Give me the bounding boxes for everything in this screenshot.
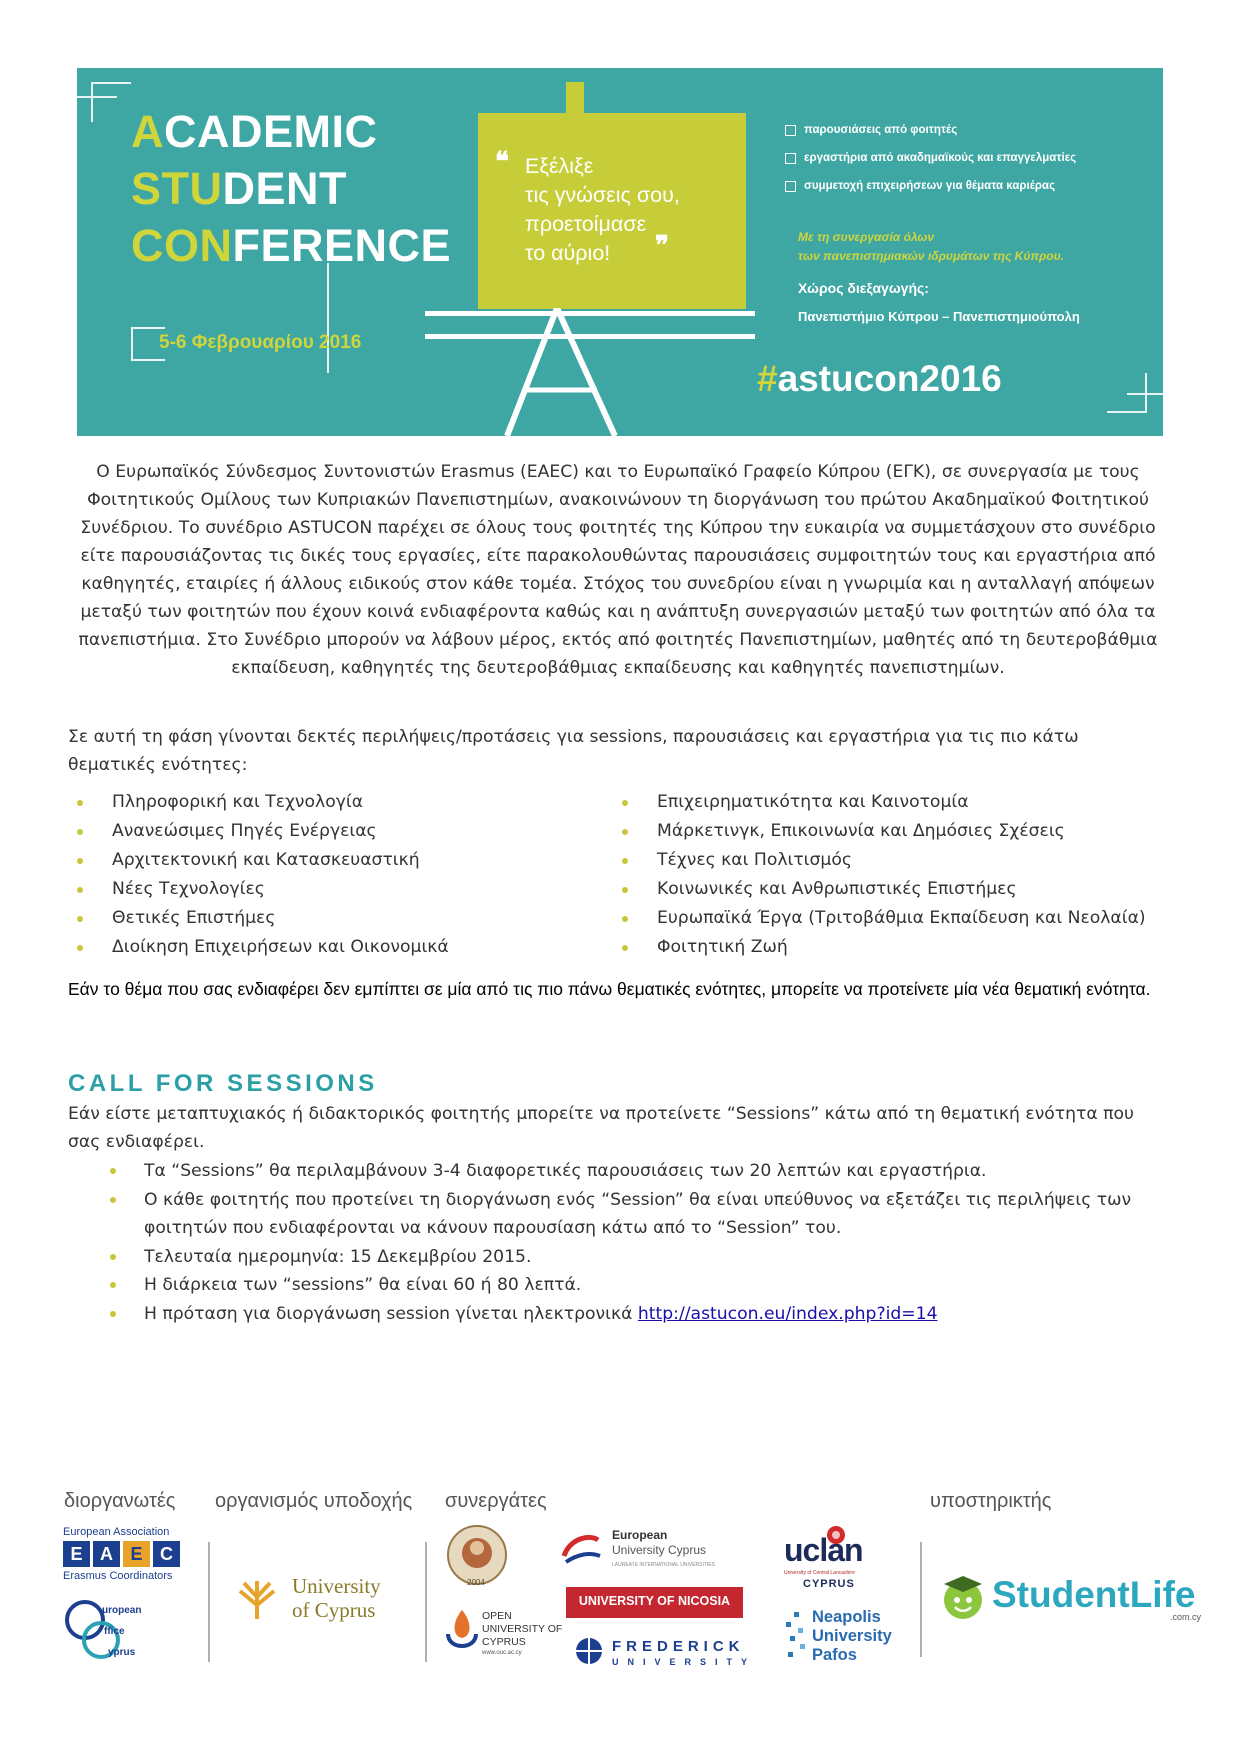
intro-paragraph: Ο Ευρωπαϊκός Σύνδεσμος Συντονιστών Erasmus (EAEC) και το Ευρωπαϊκό Γραφείο Κύπρου (ΕΓΚ), σε συνεργασία με τους Φοιτητικούς Ομίλους των Κυπριακών Πανεπιστημίων, ανακοινώνουν τη διοργάνωση του πρώτου Ακαδημαϊκού Φοιτητικού Συνέδριου. Το συνέδριο ASTUCON παρέχει σε όλους τους φοιτητές της Κύπρου την ευκαιρία να συμμετάσχουν στο συνέδριο είτε παρουσιάζοντας τις δικές τους εργασίες, είτε παρακολουθώντας παρουσιάσεις συμφοιτητών τους και εργαστήρια από καθηγητές, εταιρίες ή άλλους ειδικούς στον κάθε τομέα. Στόχος του συνεδρίου είναι η γνωριμία και η ανταλλαγή απόψεων μεταξύ των φοιτητών που έχουν κοινά ενδιαφέροντα καθώς και η ανάπτυξη συνεργασιών μεταξύ των φοιτητών από όλα τα πανεπιστήμια. Στο Συνέδριο μπορούν να λάβουν μέρος, εκτός από φοιτητές Πανεπιστημίων, μαθητές από τη δευτεροβάθμια εκπαίδευση, καθηγητές της δευτεροβάθμιας εκπαίδευσης και καθηγητές πανεπιστημίων. [78,462,1158,678]
list-item: Φοιτητική Ζωή [613,933,1146,962]
bullet-icon [622,800,628,806]
bullet-icon [110,1197,116,1203]
list-item: Ο κάθε φοιτητής που προτείνει τη διοργάνωση ενός “Session” θα είναι υπεύθυνος να εξετάζει τις περιλήψεις των φοιτητών που ενδιαφέρονται να κάνουν παρουσίαση κάτω από το “Session” του. [104,1186,1169,1243]
sessions-heading: CALL FOR SESSIONS [68,1070,378,1097]
list-item: Ανανεώσιμες Πηγές Ενέργειας [68,817,449,846]
list-item: Τέχνες και Πολιτισμός [613,846,1146,875]
bullet-icon [77,887,83,893]
feature-item: συμμετοχή επιχειρήσεων για θέματα καριέρας [785,172,1076,200]
mascot-icon [938,1572,988,1622]
ouc-flame-icon [444,1608,480,1660]
supporter-label: υποστηρικτής [930,1490,1052,1512]
studentlife-wordmark: StudentLife [992,1574,1196,1615]
conference-banner [77,68,1163,436]
banner-features [785,116,1076,200]
bullet-icon [622,887,628,893]
list-item: Μάρκετινγκ, Επικοινωνία και Δημόσιες Σχέσεις [613,817,1146,846]
eaec-letters: E A E C [63,1541,180,1567]
collaboration-note: Με τη συνεργασία όλων των πανεπιστημιακών ιδρυμάτων της Κύπρου. [798,230,1065,263]
list-item: Κοινωνικές και Ανθρωπιστικές Επιστήμες [613,875,1146,904]
footer-divider [425,1542,427,1662]
checkbox-icon [785,125,796,136]
corner-mark [1127,393,1163,395]
bullet-icon [110,1168,116,1174]
title-line-3: CONFERENCE [131,220,452,271]
list-item: Διοίκηση Επιχειρήσεων και Οικονομικά [68,933,449,962]
corner-mark [327,263,329,373]
venue-label: Χώρος διεξαγωγής: [798,280,929,296]
bullet-icon [77,829,83,835]
title-line-2: STUDENT [131,163,347,214]
bullet-icon [622,916,628,922]
sessions-list [104,1157,1169,1328]
bullet-icon [622,858,628,864]
neapolis-dots-icon [784,1610,808,1660]
topics-right-list [613,788,1146,962]
submission-link[interactable]: http://astucon.eu/index.php?id=14 [637,1303,938,1324]
list-item: Επιχειρηματικότητα και Καινοτομία [613,788,1146,817]
host-label: οργανισμός υποδοχής [215,1490,413,1512]
easel-legs-icon [497,308,627,436]
sessions-intro: Εάν είστε μεταπτυχιακός ή διδακτορικός φοιτητής μπορείτε να προτείνετε “Sessions” κάτω από τη θεματική ενότητα που σας ενδιαφέρει. [68,1104,1134,1152]
feature-item: εργαστήρια από ακαδημαϊκούς και επαγγελματίες [785,144,1076,172]
bullet-icon [77,800,83,806]
bullet-icon [622,829,628,835]
venue: Πανεπιστήμιο Κύπρου – Πανεπιστημιούπολη [798,309,1080,324]
bullet-icon [77,858,83,864]
seal-icon [446,1524,508,1586]
eaec-bottom-text: Erasmus Coordinators [63,1570,173,1582]
board-slogan: Εξέλιξε τις γνώσεις σου, προετοίμασε το αύριο! [525,154,680,265]
list-item: Η πρόταση για διοργάνωση session γίνεται ηλεκτρονικά http://astucon.eu/index.php?id=14 [104,1300,1169,1329]
list-item: Πληροφορική και Τεχνολογία [68,788,449,817]
bullet-icon [110,1282,116,1288]
list-item: Θετικές Επιστήμες [68,904,449,933]
checkbox-icon [785,181,796,192]
conference-date: 5-6 Φεβρουαρίου 2016 [159,332,362,353]
new-topic-note: Εάν το θέμα που σας ενδιαφέρει δεν εμπίπτει σε μία από τις πιο πάνω θεματικές ενότητες, μπορείτε να προτείνετε μία νέα θεματική ενότητα. [68,979,1151,999]
list-item: Τελευταία ημερομηνία: 15 Δεκεμβρίου 2015. [104,1243,1169,1272]
list-item: Η διάρκεια των “sessions” θα είναι 60 ή 80 λεπτά. [104,1271,1169,1300]
bullet-icon [110,1254,116,1260]
corner-mark [77,96,117,98]
organizers-label: διοργανωτές [64,1490,176,1512]
bullet-icon [77,916,83,922]
call-paragraph: Σε αυτή τη φάση γίνονται δεκτές περιλήψεις/προτάσεις για sessions, παρουσιάσεις και εργαστήρια για τις πιο κάτω θεματικές ενότητες: [68,727,1079,775]
unic-logo: UNIVERSITY OF NICOSIA [566,1587,743,1618]
open-quote-icon: ❝ [495,146,509,176]
list-item: Τα “Sessions” θα περιλαμβάνουν 3-4 διαφορετικές παρουσιάσεις των 20 λεπτών και εργαστήρια. [104,1157,1169,1186]
feature-item: παρουσιάσεις από φοιτητές [785,116,1076,144]
list-item: Νέες Τεχνολογίες [68,875,449,904]
partners-label: συνεργάτες [445,1490,547,1512]
list-item: Αρχιτεκτονική και Κατασκευαστική [68,846,449,875]
bullet-icon [77,945,83,951]
bullet-icon [622,945,628,951]
euc-swoosh-icon [560,1532,602,1566]
eaec-top-text: European Association [63,1526,170,1538]
footer-divider [208,1542,210,1662]
frederick-globe-icon [574,1636,604,1666]
corner-mark [91,82,131,122]
ucy-emblem-icon [236,1577,278,1621]
topics-left-list [68,788,449,962]
title-line-1: ACADEMIC [131,106,378,157]
list-item: Ευρωπαϊκά Έργα (Τριτοβάθμια Εκπαίδευση και Νεολαία) [613,904,1146,933]
bullet-icon [110,1311,116,1317]
hashtag: #astucon2016 [757,358,1002,399]
footer-divider [920,1542,922,1657]
close-quote-icon: ❞ [655,230,669,260]
board-tab [566,82,584,116]
checkbox-icon [785,153,796,164]
